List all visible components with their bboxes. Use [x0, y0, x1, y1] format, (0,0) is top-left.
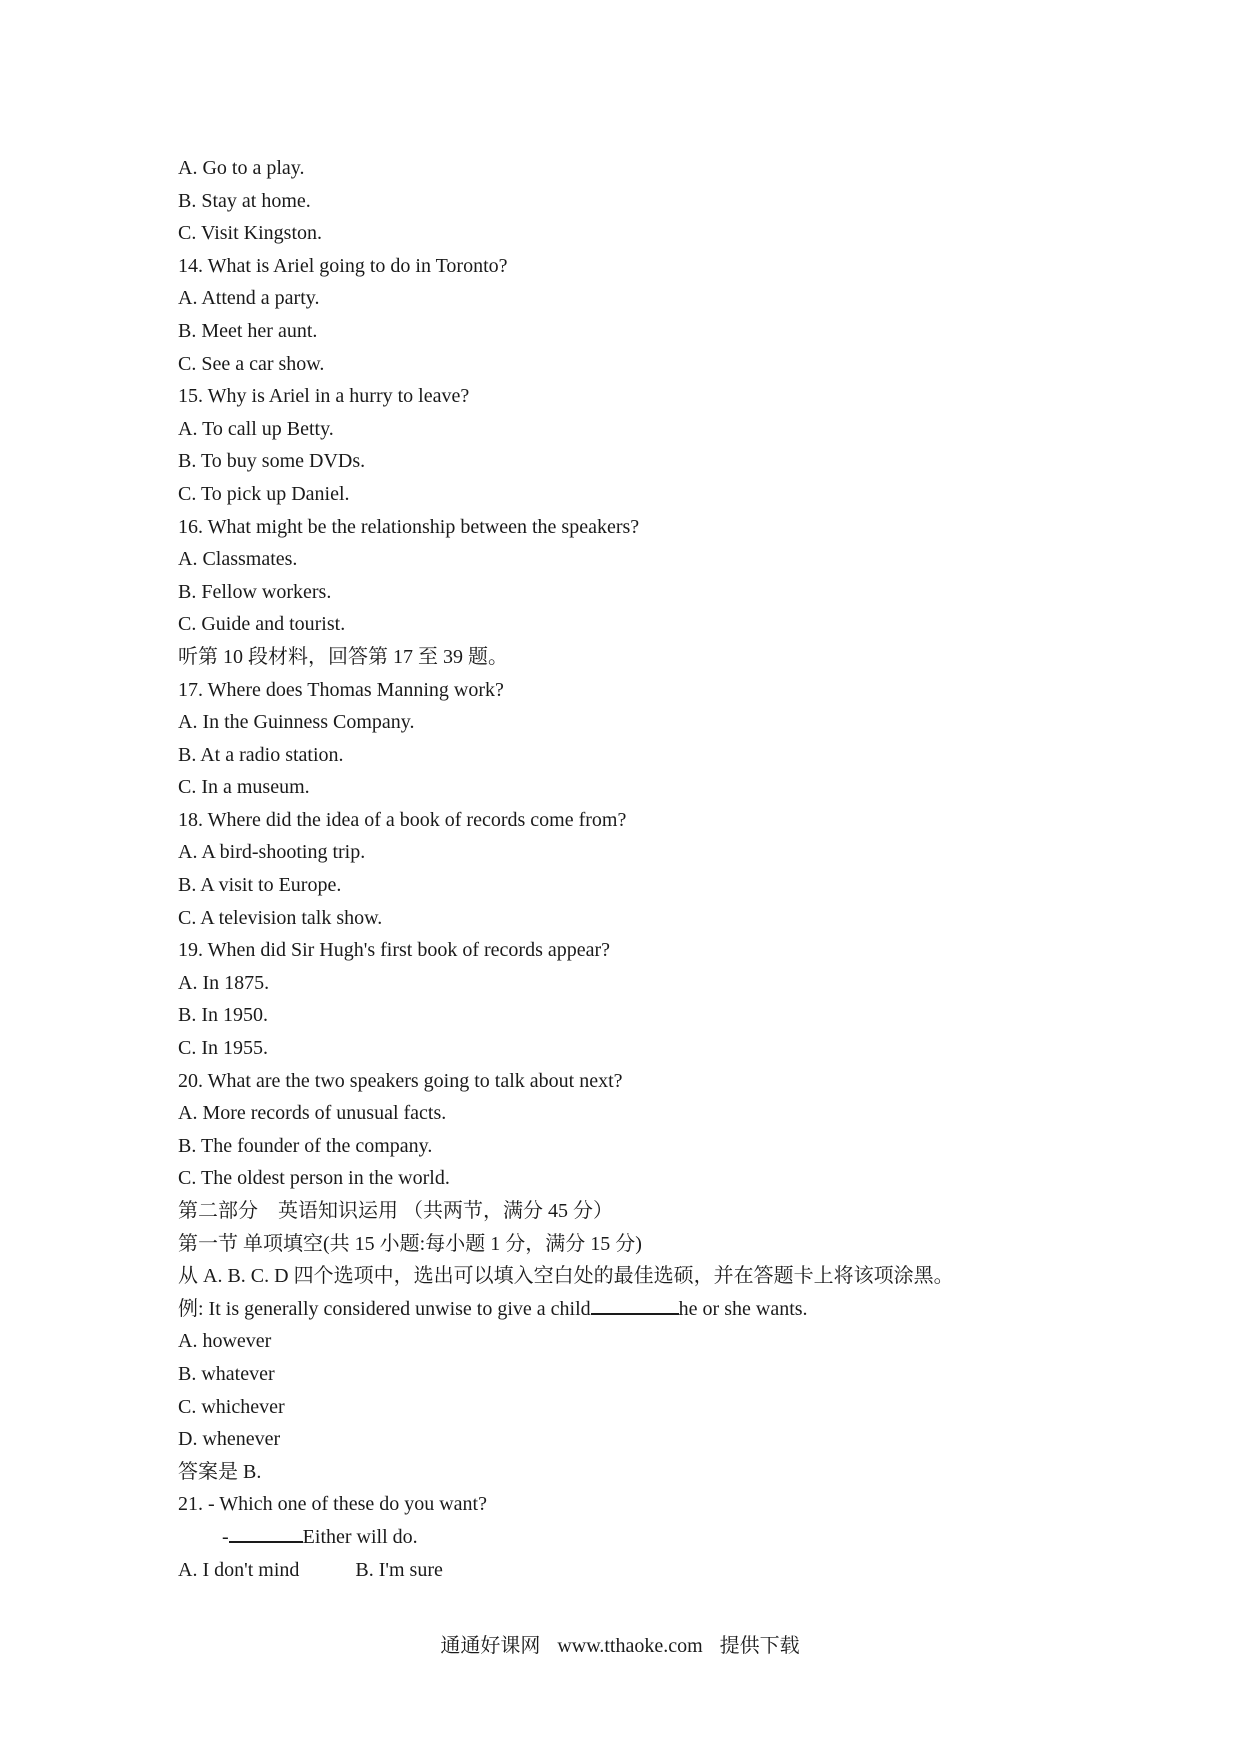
answer-line: 答案是 B. [178, 1460, 262, 1483]
question-21-options [178, 1554, 1118, 1587]
footer-site-name: 通通好课网 [440, 1635, 541, 1657]
option-line: B. whatever [178, 1362, 275, 1385]
reply-text: Either will do. [302, 1525, 418, 1548]
option-line: A. Classmates. [178, 548, 298, 571]
option-line: C. A television talk show. [178, 906, 383, 929]
option-line: C. In 1955. [178, 1037, 268, 1060]
option-line: B. A visit to Europe. [178, 874, 342, 897]
answer-blank [591, 1293, 679, 1315]
question-14: 14. What is Ariel going to do in Toronto? [178, 254, 508, 277]
option-line: B. Stay at home. [178, 189, 311, 212]
option-line: A. however [178, 1330, 272, 1353]
question-21: 21. - Which one of these do you want? [178, 1493, 487, 1516]
option-line: C. whichever [178, 1395, 285, 1418]
section-instruction: 从 A. B. C. D 四个选项中，选出可以填入空白处的最佳选硕，并在答题卡上将该项涂黑。 [178, 1265, 954, 1288]
option-line: A. Attend a party. [178, 287, 320, 310]
option-line: A. In the Guinness Company. [178, 711, 415, 734]
question-21-reply [178, 1521, 1118, 1554]
option-line: D. whenever [178, 1428, 281, 1451]
page-footer [0, 1632, 1240, 1660]
question-19: 19. When did Sir Hugh's first book of records appear? [178, 939, 611, 962]
option-line: C. In a museum. [178, 776, 310, 799]
option-line: C. The oldest person in the world. [178, 1167, 450, 1190]
option-line: B. At a radio station. [178, 743, 344, 766]
option-line: C. Visit Kingston. [178, 222, 323, 245]
footer-url[interactable]: www.tthaoke.com [557, 1635, 703, 1657]
option-line: C. Guide and tourist. [178, 613, 346, 636]
part-two-heading: 第二部分 英语知识运用 （共两节，满分 45 分） [178, 1200, 613, 1222]
option-line: B. In 1950. [178, 1004, 268, 1027]
option-line: A. More records of unusual facts. [178, 1102, 447, 1125]
question-15: 15. Why is Ariel in a hurry to leave? [178, 385, 470, 408]
option-line: A. To call up Betty. [178, 417, 334, 440]
option-b: B. I'm sure [355, 1558, 443, 1581]
answer-blank [229, 1521, 303, 1543]
option-a: A. I don't mind [178, 1558, 300, 1581]
example-sentence [178, 1293, 1118, 1326]
section-instruction: 听第 10 段材料，回答第 17 至 39 题。 [178, 645, 508, 668]
option-line: B. Meet her aunt. [178, 319, 318, 342]
option-line: A. Go to a play. [178, 157, 305, 179]
question-17: 17. Where does Thomas Manning work? [178, 678, 504, 701]
option-line: A. In 1875. [178, 971, 270, 994]
option-line: A. A bird-shooting trip. [178, 841, 366, 864]
reply-dash: - [222, 1525, 229, 1548]
option-line: C. See a car show. [178, 352, 325, 375]
option-line: B. To buy some DVDs. [178, 450, 366, 473]
section-one-heading: 第一节 单项填空(共 15 小题:每小题 1 分，满分 15 分) [178, 1232, 642, 1255]
footer-action: 提供下载 [719, 1635, 800, 1657]
option-line: B. Fellow workers. [178, 580, 332, 603]
question-18: 18. Where did the idea of a book of records come from? [178, 808, 627, 831]
option-line: C. To pick up Daniel. [178, 482, 350, 505]
example-text-before: 例: It is generally considered unwise to give a child [178, 1297, 591, 1320]
example-text-after: he or she wants. [678, 1297, 808, 1320]
question-16: 16. What might be the relationship between the speakers? [178, 515, 640, 538]
exam-content [178, 152, 1118, 1586]
question-20: 20. What are the two speakers going to talk about next? [178, 1069, 623, 1092]
option-line: B. The founder of the company. [178, 1134, 433, 1157]
